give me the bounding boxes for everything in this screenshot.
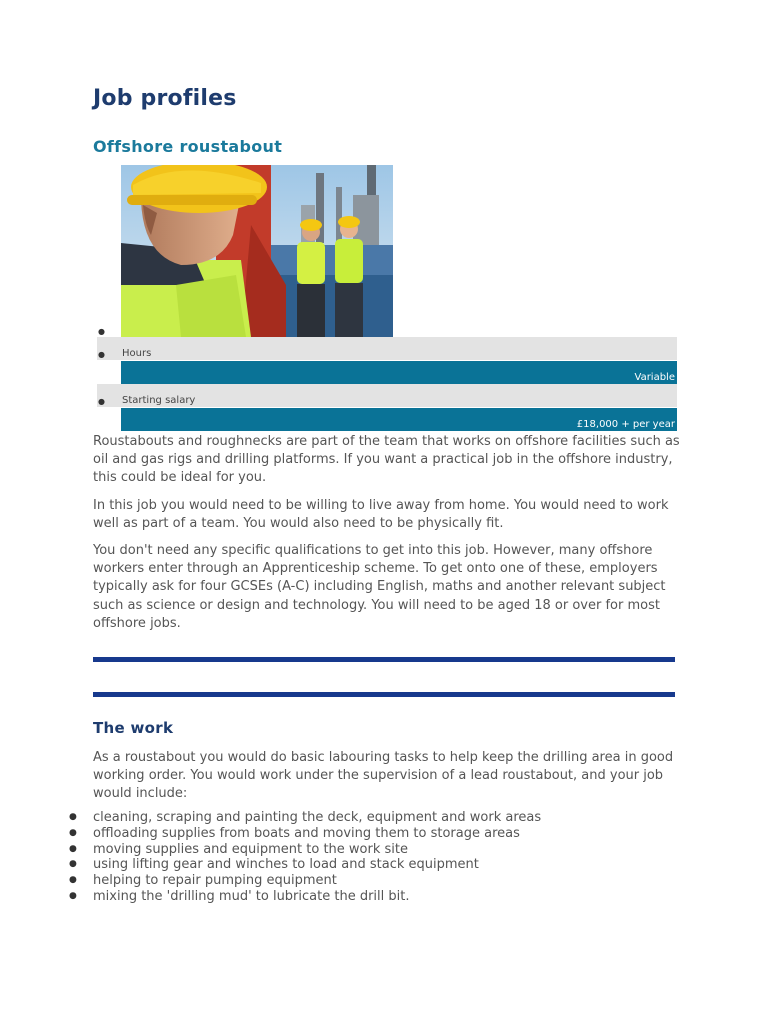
list-item: ● cleaning, scraping and painting the deck, equipment and work areas	[69, 810, 542, 825]
job-title: Offshore roustabout	[93, 137, 283, 156]
bullet-marker: ●	[69, 875, 77, 886]
list-item: ● using lifting gear and winches to load and stack equipment	[69, 857, 479, 873]
fact-value-row-hours	[121, 361, 677, 384]
fact-value-row-salary	[121, 408, 677, 431]
duties-list	[0, 810, 541, 905]
section-divider	[93, 692, 675, 697]
fact-label-row-hours	[97, 337, 677, 360]
bullet-marker: ●	[69, 843, 77, 854]
bullet-marker: ●	[69, 827, 77, 838]
job-photo	[121, 165, 393, 337]
list-item: ● helping to repair pumping equipment	[69, 873, 337, 889]
bullet-marker: ●	[69, 859, 77, 870]
section-heading-the-work: The work	[93, 719, 174, 737]
fact-label-row-salary	[97, 384, 677, 407]
bullet-marker: ●	[98, 327, 105, 336]
bullet-marker: ●	[98, 397, 105, 406]
intro-paragraph: Roustabouts and roughnecks are part of the team that works on offshore facilities such as oil and gas rigs and drilling platforms. If you want a practical job in the offshore industry, this could be ideal for you.	[93, 434, 680, 486]
bullet-marker: ●	[69, 812, 77, 822]
fact-label: Starting salary	[122, 395, 196, 406]
fact-value: Variable	[634, 372, 675, 383]
list-item: ● mixing the 'drilling mud' to lubricate the drill bit.	[69, 888, 410, 904]
intro-paragraph: In this job you would need to be willing to live away from home. You would need to work well as part of a team. You would also need to be physically fit.	[93, 498, 669, 532]
intro-paragraph: You don't need any specific qualifications to get into this job. However, many offshore workers enter through an Apprenticeship scheme. To get onto one of these, employers typically ask for four GCSEs (A-C) including English, maths and another relevant subject such as science or design and technology. You will need to be aged 18 or over for most offshore jobs.	[93, 543, 666, 631]
section-divider	[93, 657, 675, 662]
work-intro-paragraph: As a roustabout you would do basic labouring tasks to help keep the drilling area in good working order. You would work under the supervision of a lead roustabout, and your job would include:	[93, 750, 674, 802]
list-item: ● offloading supplies from boats and moving them to storage areas	[69, 825, 520, 841]
list-item: ● moving supplies and equipment to the work site	[69, 841, 408, 857]
bullet-marker: ●	[98, 350, 105, 359]
bullet-marker: ●	[69, 890, 77, 901]
fact-value: £18,000 + per year	[576, 419, 675, 430]
page-title: Job profiles	[93, 86, 237, 111]
fact-label: Hours	[122, 348, 152, 359]
